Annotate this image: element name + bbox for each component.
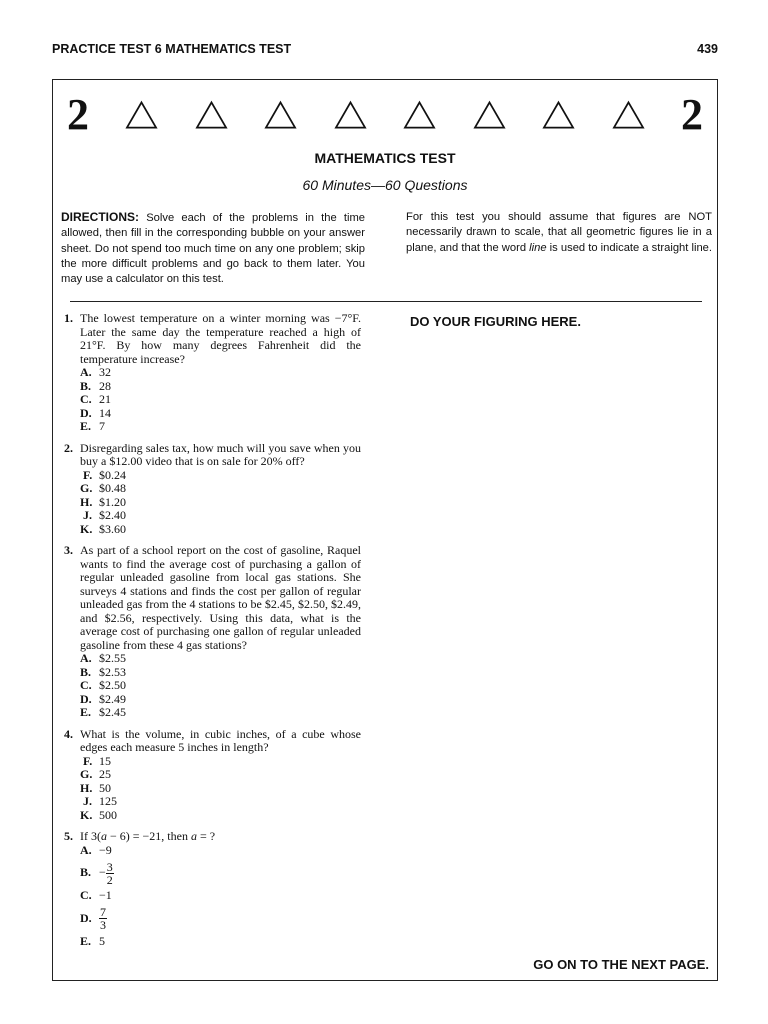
fraction-sign: − (99, 865, 106, 880)
answer-choice (80, 679, 361, 693)
choice-letter: C. (80, 678, 92, 692)
test-title: MATHEMATICS TEST (314, 150, 456, 166)
directions-label: DIRECTIONS: (61, 210, 139, 224)
section-number-left: 2 (67, 90, 89, 139)
answer-choice (80, 509, 361, 523)
choice-letter: J. (83, 508, 92, 522)
choice-letter: D. (80, 405, 92, 420)
question-3 (64, 544, 361, 720)
fraction-numerator: 7 (100, 905, 106, 919)
choice-text: $0.48 (99, 481, 126, 495)
choice-text: −9 (99, 842, 112, 857)
answer-choice (80, 380, 361, 394)
choice-letter: H. (80, 494, 93, 509)
stem-middle: − 6) = −21, then (107, 829, 191, 843)
fraction (106, 861, 114, 886)
choice-text: $3.60 (99, 521, 126, 536)
triangle-icon (542, 100, 575, 130)
answer-choice (80, 844, 361, 858)
test-subtitle: 60 Minutes—60 Questions (302, 177, 468, 193)
choice-text: −1 (99, 888, 112, 902)
answer-choice (80, 523, 361, 537)
choice-letter: A. (80, 365, 92, 379)
choice-text: $2.55 (99, 651, 126, 665)
stem-prefix: If 3( (80, 829, 101, 843)
directions-right-italic: line (529, 241, 547, 254)
question-number: 5. (64, 829, 73, 843)
question-stem (80, 830, 361, 844)
figuring-label: DO YOUR FIGURING HERE. (410, 314, 581, 329)
question-1 (64, 312, 361, 434)
choice-text: $0.24 (99, 467, 126, 482)
question-number: 3. (64, 543, 73, 557)
answer-choice (80, 755, 361, 769)
answer-choice (80, 407, 361, 421)
choice-text: 14 (99, 405, 111, 420)
triangle-icon (403, 100, 436, 130)
fraction-denominator: 2 (106, 872, 113, 887)
choice-letter: B. (80, 664, 92, 679)
answer-choice (80, 666, 361, 680)
choice-text: 21 (99, 392, 111, 406)
choice-text: $2.53 (99, 664, 126, 679)
directions-right (406, 210, 712, 256)
answer-choice (80, 652, 361, 666)
answer-choice (80, 935, 361, 949)
choice-letter: H. (80, 780, 93, 795)
choice-letter: E. (80, 705, 92, 719)
triangle-icon (334, 100, 367, 130)
answer-choice (80, 706, 361, 720)
answer-choice (80, 482, 361, 496)
question-number: 2. (64, 440, 73, 455)
question-2 (64, 442, 361, 537)
directions-right-before: For this test you should assume that figures are NOT necessarily drawn to scale, that all geometric figures lie in a plane, and that the word (406, 211, 712, 254)
choice-letter: E. (80, 419, 92, 433)
question-5 (64, 830, 361, 948)
choice-text: 5 (99, 933, 105, 948)
choice-letter: A. (80, 842, 92, 857)
running-header (52, 42, 718, 56)
go-on-next-page-note: GO ON TO THE NEXT PAGE. (533, 957, 709, 972)
question-number: 1. (64, 311, 73, 325)
choice-letter: D. (80, 910, 92, 925)
choice-text: $1.20 (99, 494, 126, 509)
directions-right-after: is used to indicate a straight line. (546, 241, 712, 254)
answer-choice (80, 782, 361, 796)
test-page-frame (52, 79, 718, 981)
page-number: 439 (697, 42, 718, 56)
choice-letter: B. (80, 865, 92, 880)
choice-letter: C. (80, 888, 92, 902)
answer-choice (80, 809, 361, 823)
choice-text: 25 (99, 767, 111, 781)
question-stem: As part of a school report on the cost of gasoline, Raquel wants to find the average cost of purchasing a gallon of regular unleaded gasoline from local gas stations. She surveys 4 stations and finds the cost per gallon of regular unleaded gas from the 4 stations to be $2.45, $2.50, $2.49, and $2.56, respectively. Using this data, what is the average cost of purchasing one gallon of regular unleaded gasoline from these 4 gas stations? (80, 543, 361, 652)
choice-text: 32 (99, 365, 111, 379)
answer-choice (80, 496, 361, 510)
question-number: 4. (64, 726, 73, 741)
question-4 (64, 728, 361, 823)
fraction-numerator: 3 (106, 859, 113, 874)
choice-letter: B. (80, 378, 92, 393)
choice-letter: C. (80, 392, 92, 406)
choice-letter: D. (80, 691, 92, 706)
directions-left (61, 210, 365, 287)
choice-letter: J. (83, 794, 92, 808)
answer-choice (80, 903, 361, 935)
question-stem: What is the volume, in cubic inches, of a cube whose edges each measure 5 inches in length? (80, 726, 361, 754)
stem-suffix: = ? (196, 829, 216, 843)
section-number-right: 2 (680, 90, 703, 139)
choice-letter: K. (80, 807, 93, 822)
answer-choice (80, 469, 361, 483)
running-header-title: PRACTICE TEST 6 MATHEMATICS TEST (52, 42, 292, 56)
choice-text: $2.49 (99, 691, 126, 706)
answer-choice (80, 366, 361, 380)
stem-variable: a (101, 829, 107, 843)
stem-variable: a (190, 829, 197, 843)
choice-text: 15 (99, 753, 111, 768)
choice-letter: A. (80, 651, 92, 665)
question-stem: Disregarding sales tax, how much will you save when you buy a $12.00 video that is on sale for 20% off? (80, 440, 361, 468)
answer-choice (80, 420, 361, 434)
answer-choice (80, 795, 361, 809)
questions-column (64, 312, 361, 956)
choice-letter: F. (83, 467, 93, 482)
choice-text: $2.50 (99, 678, 126, 692)
choice-letter: G. (80, 481, 93, 495)
triangle-icon (195, 100, 228, 130)
choice-letter: E. (80, 933, 92, 948)
triangle-icon (612, 100, 645, 130)
section-divider (70, 301, 702, 302)
choice-text: 7 (99, 419, 105, 433)
answer-choice (80, 393, 361, 407)
fraction-denominator: 3 (100, 918, 106, 932)
choice-text: 50 (99, 780, 111, 795)
section-banner (67, 92, 703, 138)
choice-letter: G. (80, 767, 93, 781)
choice-letter: K. (80, 521, 93, 536)
answer-choice (80, 889, 361, 903)
answer-choice (80, 693, 361, 707)
directions-left-text: Solve each of the problems in the time allowed, then fill in the corresponding bubble on your answer sheet. Do not spend too much time on any one problem; skip the more difficult problems and go back to them later. You may use a calculator on this test. (61, 212, 365, 286)
choice-text: 28 (99, 378, 111, 393)
triangle-icon (125, 100, 158, 130)
choice-text: $2.40 (99, 508, 126, 522)
fraction (99, 906, 107, 931)
choice-text: 500 (99, 807, 117, 822)
choice-text: 125 (99, 794, 117, 808)
answer-choice (80, 857, 361, 889)
triangle-icon (473, 100, 506, 130)
answer-choice (80, 768, 361, 782)
question-stem: The lowest temperature on a winter morning was −7°F. Later the same day the temperature reached a high of 21°F. By how many degrees Fahrenheit did the temperature increase? (80, 311, 361, 366)
triangle-icon (264, 100, 297, 130)
choice-text: $2.45 (99, 705, 126, 719)
choice-letter: F. (83, 753, 93, 768)
